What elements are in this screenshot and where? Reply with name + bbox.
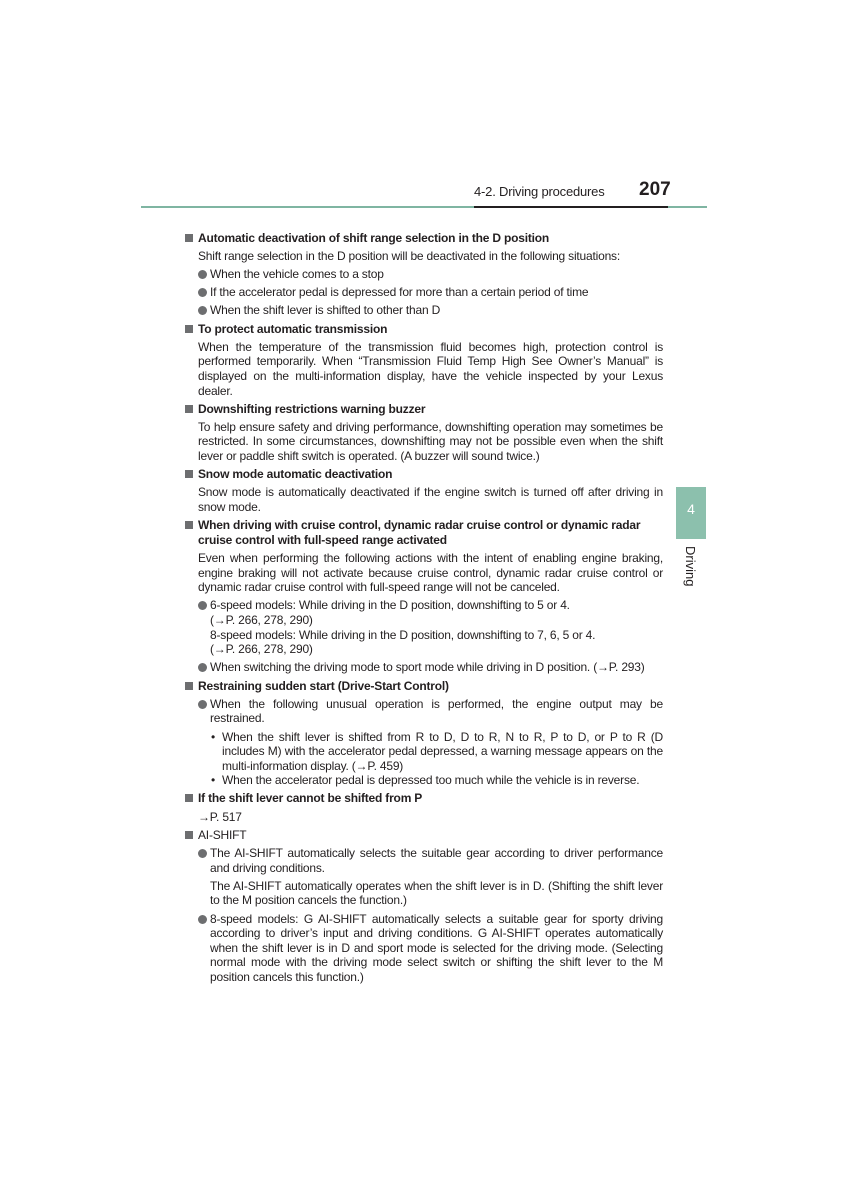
section-paragraph: Even when performing the following actions with the intent of enabling engine braking, engine braking will not activate because cruise control, dynamic radar cruise control or dynamic radar cruise control with full-speed range will not be canceled. bbox=[198, 551, 663, 595]
list-item-continuation: The AI-SHIFT automatically operates when the shift lever is in D. (Shifting the shift lever to the M position cancels the function.) bbox=[210, 878, 663, 908]
section-paragraph: Snow mode is automatically deactivated if the engine switch is turned off after driving in snow mode. bbox=[198, 485, 663, 515]
section-heading: If the shift lever cannot be shifted from P bbox=[185, 791, 663, 806]
section-snow-mode bbox=[185, 467, 663, 514]
section-ai-shift bbox=[185, 828, 663, 985]
chapter-tab: 4 bbox=[676, 487, 706, 539]
list-item: The AI-SHIFT automatically selects the suitable gear according to driver performance and driving conditions. bbox=[185, 846, 663, 875]
list-item: When switching the driving mode to sport mode while driving in D position. (→P. 293) bbox=[185, 660, 663, 675]
square-bullet-icon bbox=[185, 794, 193, 802]
circle-bullet-icon bbox=[198, 849, 207, 858]
section-heading: Downshifting restrictions warning buzzer bbox=[185, 402, 663, 417]
square-bullet-icon bbox=[185, 831, 193, 839]
sub-list-item: • When the shift lever is shifted from R to D, D to R, N to R, P to D, or P to R (D includes M) with the accelerator pedal depressed, a warning message appears on the multi-information display. (→P. 459) bbox=[211, 729, 663, 773]
list-item: When the following unusual operation is performed, the engine output may be restrained. bbox=[185, 697, 663, 726]
section-heading: When driving with cruise control, dynamic radar cruise control or dynamic radar cruise control with full-speed range activated bbox=[185, 518, 663, 547]
section-shift-range-deactivation bbox=[185, 231, 663, 318]
section-heading: Snow mode automatic deactivation bbox=[185, 467, 663, 482]
sub-list-item: • When the accelerator pedal is depressed too much while the vehicle is in reverse. bbox=[211, 773, 640, 788]
list-item: 8-speed models: G AI-SHIFT automatically selects a suitable gear for sporty driving according to driver’s input and driving conditions. G AI-SHIFT operates automatically when the shift lever is in D and sport mode is selected for the driving mode. (Selecting normal mode with the driving mode select switch or shifting the shift lever to the M position cancels this function.) bbox=[185, 912, 663, 985]
circle-bullet-icon bbox=[198, 288, 207, 297]
list-item: If the accelerator pedal is depressed for more than a certain period of time bbox=[185, 285, 663, 300]
sub-bullet-marker: • bbox=[211, 773, 216, 788]
section-heading: To protect automatic transmission bbox=[185, 322, 663, 337]
section-heading: AI-SHIFT bbox=[185, 828, 663, 843]
square-bullet-icon bbox=[185, 521, 193, 529]
list-item: 6-speed models: While driving in the D position, downshifting to 5 or 4. (→P. 266, 278, 290) 8-speed models: While driving in the D position, downshifting to 7, 6, 5 or 4. (→P. 266, 278, 290) bbox=[185, 598, 663, 656]
section-shift-lever-stuck bbox=[185, 791, 663, 824]
section-protect-transmission bbox=[185, 322, 663, 399]
list-item: When the shift lever is shifted to other than D bbox=[185, 303, 663, 318]
circle-bullet-icon bbox=[198, 915, 207, 924]
circle-bullet-icon bbox=[198, 700, 207, 709]
square-bullet-icon bbox=[185, 234, 193, 242]
square-bullet-icon bbox=[185, 325, 193, 333]
section-paragraph: When the temperature of the transmission fluid becomes high, protection control is performed temporarily. When “Transmission Fluid Temp High See Owner’s Manual” is displayed on the multi-information display, have the vehicle inspected by your Lexus dealer. bbox=[198, 339, 663, 398]
sub-bullet-marker: • bbox=[211, 729, 216, 744]
circle-bullet-icon bbox=[198, 601, 207, 610]
square-bullet-icon bbox=[185, 405, 193, 413]
circle-bullet-icon bbox=[198, 663, 207, 672]
section-cruise-control bbox=[185, 518, 663, 675]
square-bullet-icon bbox=[185, 682, 193, 690]
page-content bbox=[185, 227, 663, 988]
section-downshift-buzzer bbox=[185, 402, 663, 464]
section-paragraph: Shift range selection in the D position will be deactivated in the following situations: bbox=[198, 248, 620, 263]
chapter-label: Driving bbox=[683, 546, 698, 587]
square-bullet-icon bbox=[185, 470, 193, 478]
section-heading: Restraining sudden start (Drive-Start Control) bbox=[185, 679, 663, 694]
section-drive-start-control bbox=[185, 679, 663, 788]
circle-bullet-icon bbox=[198, 306, 207, 315]
header-rule-accent bbox=[474, 206, 668, 208]
header-section-title: 4-2. Driving procedures bbox=[474, 184, 605, 199]
page-number: 207 bbox=[639, 179, 671, 200]
page-reference: →P. 517 bbox=[198, 809, 242, 824]
list-item: When the vehicle comes to a stop bbox=[185, 267, 663, 282]
section-heading: Automatic deactivation of shift range selection in the D position bbox=[185, 231, 663, 246]
circle-bullet-icon bbox=[198, 270, 207, 279]
section-paragraph: To help ensure safety and driving performance, downshifting operation may sometimes be restricted. In some circumstances, downshifting may not be possible even when the shift lever or paddle shift switch is operated. (A buzzer will sound twice.) bbox=[198, 419, 663, 464]
